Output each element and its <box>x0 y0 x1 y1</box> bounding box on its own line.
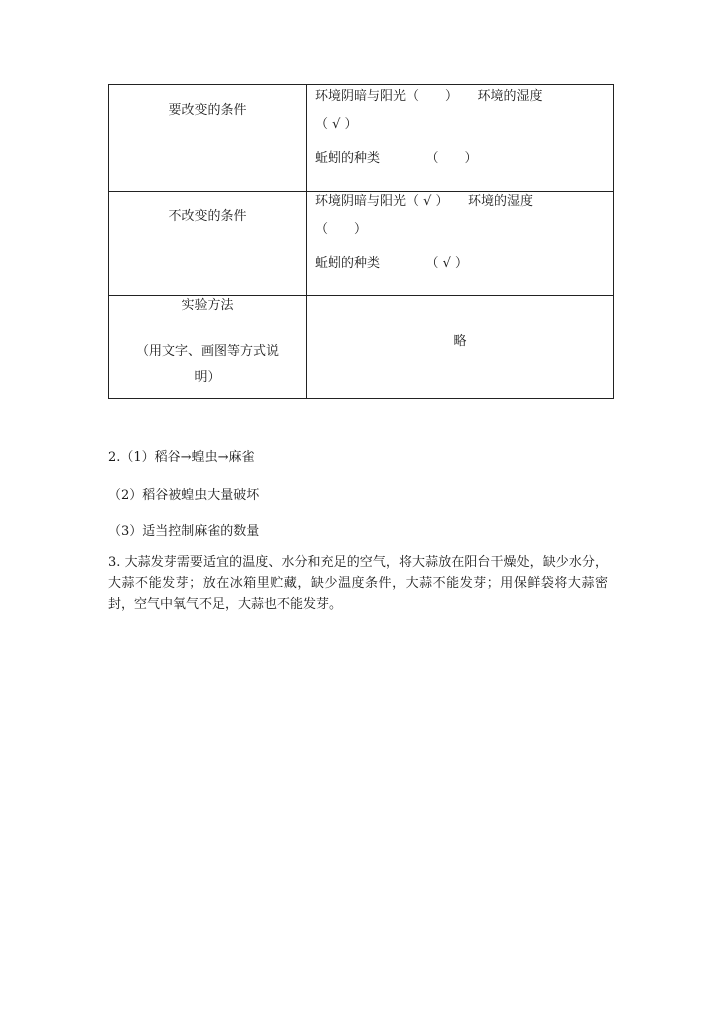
condition-line: 环境阴暗与阳光（ √ ） 环境的湿度 <box>315 194 534 209</box>
answer-2-2: （2）稻谷被蝗虫大量破坏 <box>108 488 260 503</box>
method-content: 略 <box>453 334 467 349</box>
answer-3: 3. 大蒜发芽需要适宜的温度、水分和充足的空气，将大蒜放在阳台干燥处，缺少水分，大蒜不能发芽；放在冰箱里贮藏，缺少温度条件，大蒜不能发芽；用保鲜袋将大蒜密封，空气中氧气不足，大蒜也不能发芽。 <box>108 555 608 612</box>
method-label: 明） <box>194 370 221 385</box>
condition-label-cell <box>109 192 307 296</box>
condition-label: 要改变的条件 <box>168 103 247 118</box>
method-label: （用文字、画图等方式说 <box>135 344 279 359</box>
condition-line: 蚯蚓的种类 （ ） <box>315 151 478 166</box>
condition-content-cell <box>307 85 614 192</box>
method-content-cell <box>307 296 614 399</box>
experiment-table <box>108 84 614 399</box>
condition-content-cell <box>307 192 614 296</box>
answers-section <box>108 448 608 615</box>
method-label: 实验方法 <box>181 298 234 313</box>
condition-line: 蚯蚓的种类 （ √ ） <box>315 256 469 271</box>
table-row <box>109 85 614 192</box>
condition-label: 不改变的条件 <box>168 209 247 224</box>
method-label-cell <box>109 296 307 399</box>
table-row <box>109 192 614 296</box>
answer-2-3: （3）适当控制麻雀的数量 <box>108 524 260 539</box>
condition-line: （ ） <box>315 222 368 237</box>
condition-label-cell <box>109 85 307 192</box>
table-row <box>109 296 614 399</box>
condition-line: （ √ ） <box>315 117 358 132</box>
answer-2-1: 2.（1）稻谷→蝗虫→麻雀 <box>108 450 255 465</box>
condition-line: 环境阴暗与阳光（ ） 环境的湿度 <box>315 89 543 104</box>
